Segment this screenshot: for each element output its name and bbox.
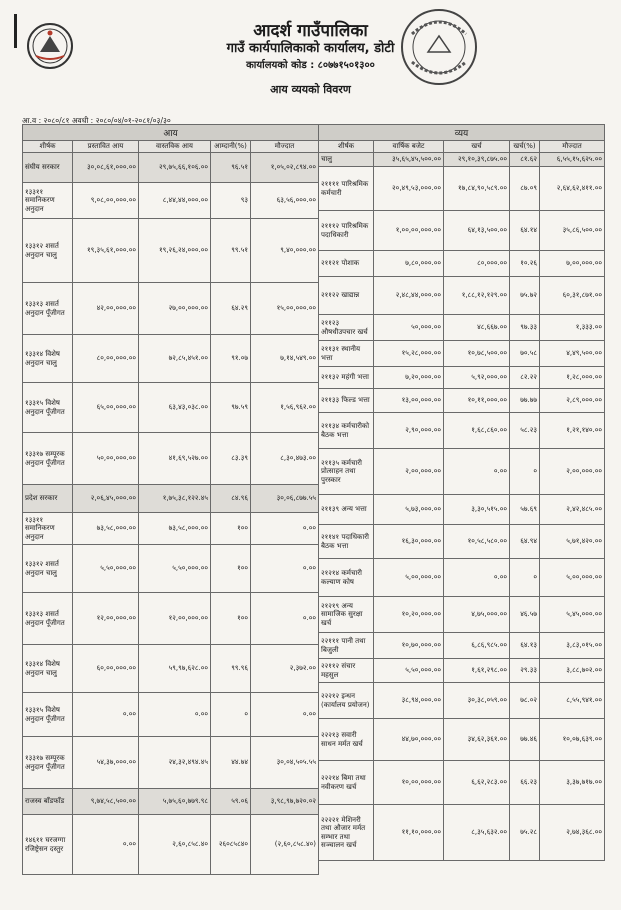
expense-cell-spent: १,६१,२९८.००	[444, 659, 510, 683]
expense-row	[319, 659, 605, 683]
expense-row	[319, 251, 605, 277]
income-cell-balance: ६३,५६,०००.००	[251, 183, 319, 219]
expense-cell-budget: १,००,००,०००.००	[374, 211, 444, 251]
expense-cell-balance: १,२८,०००.००	[540, 367, 605, 389]
expense-cell-balance: ६,५५,१५,६२५.००	[540, 153, 605, 167]
expense-cell-title: २२१११ पानी तथा बिजुली	[319, 633, 374, 659]
expense-cell-title: २११३५ कर्मचारी प्रोत्साहन तथा पुरस्कार	[319, 449, 374, 495]
expense-cell-pct: ९७.३३	[510, 315, 540, 341]
expense-cell-budget: १०,७०,०००.००	[374, 633, 444, 659]
expense-cell-budget: ११,१०,०००.००	[374, 805, 444, 861]
income-cell-pct: ८४.९६	[211, 485, 251, 513]
expense-cell-pct: ६६.२३	[510, 761, 540, 805]
expense-cell-title: २१२१९ अन्य सामाजिक सुरक्षा खर्च	[319, 597, 374, 633]
expense-row	[319, 559, 605, 597]
income-cell-balance: १५,००,०००.००	[251, 283, 319, 335]
income-cell-pct: ९९.५१	[211, 219, 251, 283]
income-cell-proposed: ०.००	[73, 815, 139, 875]
income-cell-title: १४६११ घरजग्गा रजिष्ट्रेसन दस्तुर	[23, 815, 73, 875]
income-cell-actual: ७२,८५,४५१.००	[139, 335, 211, 383]
expense-cell-balance: ७,००,०००.००	[540, 251, 605, 277]
expense-cell-pct: ७८.०२	[510, 683, 540, 719]
expense-row	[319, 413, 605, 449]
expense-cell-spent: १७,८४,९०,५८९.००	[444, 167, 510, 211]
expense-cell-balance: ५,४५,०००.००	[540, 597, 605, 633]
expense-cell-budget: २,९०,०००.००	[374, 413, 444, 449]
income-cell-pct: १००	[211, 513, 251, 545]
expense-row	[319, 341, 605, 367]
expense-cell-title: २११२१ पोशाक	[319, 251, 374, 277]
expense-cell-pct: ६४.१४	[510, 211, 540, 251]
income-cell-actual: ५,५०,०००.००	[139, 545, 211, 593]
expense-row	[319, 805, 605, 861]
income-cell-proposed: ६५,००,०००.००	[73, 383, 139, 433]
expense-cell-title: २११२३ औषधीउपचार खर्च	[319, 315, 374, 341]
expense-cell-balance: ५,७१,४२०.००	[540, 525, 605, 559]
income-col-header-3: आम्दानी(%)	[211, 141, 251, 153]
expense-cell-spent: ०.००	[444, 559, 510, 597]
expense-cell-budget: ५,००,०००.००	[374, 559, 444, 597]
income-col-header-2: वास्तविक आय	[139, 141, 211, 153]
expense-cell-pct: ५८.२३	[510, 413, 540, 449]
expense-cell-title: २२२१२ इन्धन (कार्यालय प्रयोजन)	[319, 683, 374, 719]
expense-cell-pct: ७५.२८	[510, 805, 540, 861]
expense-cell-balance: ३,३७,७१७.००	[540, 761, 605, 805]
expense-cell-balance: ३,८३,०१५.००	[540, 633, 605, 659]
income-row	[23, 183, 319, 219]
income-cell-actual: ७३,५८,०००.००	[139, 513, 211, 545]
expense-cell-budget: २,००,०००.००	[374, 449, 444, 495]
expense-cell-balance: २,७४,३६८.००	[540, 805, 605, 861]
income-cell-proposed: ९,०८,००,०००.००	[73, 183, 139, 219]
expense-cell-title: २२२२१ मेशिनरी तथा औजार मर्मत सम्भार तथा सञ्चालन खर्च	[319, 805, 374, 861]
income-cell-balance: ०.००	[251, 693, 319, 737]
income-cell-title: १३३१४ विशेष अनुदान चालु	[23, 645, 73, 693]
expense-cell-spent: ५,९२,०००.००	[444, 367, 510, 389]
expense-cell-title: २११३४ कर्मचारीको बैठक भत्ता	[319, 413, 374, 449]
income-cell-balance: २,३७२.००	[251, 645, 319, 693]
expense-cell-budget: ५,७३,०००.००	[374, 495, 444, 525]
expense-cell-budget: १५,२८,०००.००	[374, 341, 444, 367]
income-cell-title: १३३१४ विशेष अनुदान चालु	[23, 335, 73, 383]
income-cell-balance: १,५६,९६२.००	[251, 383, 319, 433]
expense-cell-balance: २,८९,०००.००	[540, 389, 605, 413]
income-cell-actual: १९,२६,२४,०००.००	[139, 219, 211, 283]
income-cell-pct: ९१.०७	[211, 335, 251, 383]
income-row	[23, 219, 319, 283]
income-cell-balance: ३,९८,९७,७२०.०२	[251, 789, 319, 815]
expense-row	[319, 719, 605, 761]
income-cell-pct: ८३.३९	[211, 433, 251, 485]
income-cell-actual: ४१,६९,५२७.००	[139, 433, 211, 485]
income-col-header-4: मौज्दात	[251, 141, 319, 153]
income-row	[23, 545, 319, 593]
income-row	[23, 383, 319, 433]
income-cell-title: १३३१२ शसर्त अनुदान चालु	[23, 219, 73, 283]
expense-cell-spent: ६४,१३,५००.००	[444, 211, 510, 251]
income-cell-actual: १२,००,०००.००	[139, 593, 211, 645]
expense-cell-spent: १,६८,८६०.००	[444, 413, 510, 449]
expense-cell-spent: ३४,६२,३६१.००	[444, 719, 510, 761]
income-row	[23, 645, 319, 693]
income-cell-proposed: २,०६,४५,०००.००	[73, 485, 139, 513]
income-cell-balance: ०.००	[251, 593, 319, 645]
expense-cell-pct: ६४.९४	[510, 525, 540, 559]
expense-cell-spent: १,८८,१२,१२९.००	[444, 277, 510, 315]
expense-cell-budget: १०,००,०००.००	[374, 761, 444, 805]
expense-cell-spent: ८,३५,६३२.००	[444, 805, 510, 861]
income-cell-pct: ९९.९६	[211, 645, 251, 693]
income-cell-proposed: ५०,००,०००.००	[73, 433, 139, 485]
income-cell-proposed: ३०,०८,६१,०००.००	[73, 153, 139, 183]
income-cell-title: १३३१७ सम्पूरक अनुदान पूँजीगत	[23, 737, 73, 789]
expense-cell-pct: २९.३३	[510, 659, 540, 683]
income-cell-proposed: ८०,००,०००.००	[73, 335, 139, 383]
income-cell-proposed: ४२,००,०००.००	[73, 283, 139, 335]
expense-row	[319, 761, 605, 805]
income-column-headers	[23, 141, 319, 153]
income-row	[23, 593, 319, 645]
expense-cell-spent: ८०,०००.००	[444, 251, 510, 277]
income-row	[23, 283, 319, 335]
expense-cell-budget: २,४८,४४,०००.००	[374, 277, 444, 315]
income-cell-proposed: ९,७४,५८,५००.००	[73, 789, 139, 815]
income-cell-title: १३३१५ विशेष अनुदान पूँजीगत	[23, 693, 73, 737]
expense-cell-budget: १०,२०,०००.००	[374, 597, 444, 633]
income-cell-title: १३३१५ विशेष अनुदान पूँजीगत	[23, 383, 73, 433]
expense-cell-title: २११११ पारिश्रमिक कर्मचारी	[319, 167, 374, 211]
expense-cell-budget: ३८,९४,०००.००	[374, 683, 444, 719]
expense-row	[319, 153, 605, 167]
report-title: आय व्ययको विवरण	[270, 83, 351, 96]
expense-cell-title: २२२१४ बिमा तथा नवीकरण खर्च	[319, 761, 374, 805]
expense-cell-balance: ५,००,०००.००	[540, 559, 605, 597]
income-row	[23, 815, 319, 875]
expense-cell-title: २२२१३ सवारी साधन मर्मत खर्च	[319, 719, 374, 761]
income-cell-proposed: ७३,५८,०००.००	[73, 513, 139, 545]
expense-row	[319, 367, 605, 389]
income-cell-pct: ५९.०६	[211, 789, 251, 815]
expense-row	[319, 597, 605, 633]
income-cell-balance: ७,१४,५४९.००	[251, 335, 319, 383]
income-cell-actual: २९,७५,६६,१०६.००	[139, 153, 211, 183]
expense-cell-pct: ८२.२२	[510, 367, 540, 389]
income-table	[22, 124, 319, 875]
income-cell-pct: ९६.५१	[211, 153, 251, 183]
expense-cell-pct: ८१.६२	[510, 153, 540, 167]
expense-cell-budget: १६,३०,०००.००	[374, 525, 444, 559]
income-cell-balance: ०.००	[251, 513, 319, 545]
expense-cell-spent: १०,५८,५८०.००	[444, 525, 510, 559]
income-cell-balance: ३०,०४,५०५.५५	[251, 737, 319, 789]
expense-column-headers	[319, 141, 605, 153]
income-cell-title: १३३११ समानिकरण अनुदान	[23, 513, 73, 545]
office-name: गाउँ कार्यपालिकाको कार्यालय, डोटी	[226, 41, 395, 56]
expense-row	[319, 167, 605, 211]
income-cell-actual: ६३,४३,०३८.००	[139, 383, 211, 433]
income-cell-actual: ५९,९७,६२८.००	[139, 645, 211, 693]
income-cell-pct: १००	[211, 593, 251, 645]
income-cell-balance: (२,६०,८५८.४०)	[251, 815, 319, 875]
income-cell-pct: ९३	[211, 183, 251, 219]
expense-cell-pct: ७७.७७	[510, 389, 540, 413]
expense-cell-budget: ४४,७०,०००.००	[374, 719, 444, 761]
income-cell-balance: १,०५,०२,८९४.००	[251, 153, 319, 183]
income-cell-title: राजस्व बाँडफाँड	[23, 789, 73, 815]
expense-cell-budget: ५,५०,०००.००	[374, 659, 444, 683]
expense-cell-budget: ३५,६५,४५,५००.००	[374, 153, 444, 167]
expense-cell-spent: २९,१०,३९,८७५.००	[444, 153, 510, 167]
expense-cell-balance: १,३३३.००	[540, 315, 605, 341]
income-cell-proposed: १९,३५,६१,०००.००	[73, 219, 139, 283]
income-row	[23, 335, 319, 383]
expense-cell-title: २११३३ फिल्ड भत्ता	[319, 389, 374, 413]
income-cell-title: १३३१२ शसर्त अनुदान चालु	[23, 545, 73, 593]
income-row	[23, 737, 319, 789]
expense-cell-pct: ८७.०९	[510, 167, 540, 211]
expense-cell-spent: ३,३०,५१५.००	[444, 495, 510, 525]
income-cell-title: १३३१३ शसर्त अनुदान पूँजीगत	[23, 593, 73, 645]
office-seal-stamp	[398, 6, 480, 88]
income-cell-title: १३३११ समानिकरण अनुदान	[23, 183, 73, 219]
income-cell-pct: ०	[211, 693, 251, 737]
expense-cell-balance: ४,४९,५००.००	[540, 341, 605, 367]
income-col-header-1: प्रस्तावित आय	[73, 141, 139, 153]
income-cell-balance: ९,४०,०००.००	[251, 219, 319, 283]
expense-cell-balance: ८,५५,९४१.००	[540, 683, 605, 719]
income-cell-actual: ५,७५,६०,७७९.९८	[139, 789, 211, 815]
income-cell-title: १३३१३ शसर्त अनुदान पूँजीगत	[23, 283, 73, 335]
expense-cell-title: २१११२ पारिश्रमिक पदाधिकारी	[319, 211, 374, 251]
expense-cell-title: २११३२ महंगी भत्ता	[319, 367, 374, 389]
expense-row	[319, 633, 605, 659]
expense-cell-pct: ६४.१३	[510, 633, 540, 659]
expense-cell-pct: ५७.६९	[510, 495, 540, 525]
expense-cell-balance: २,००,०००.००	[540, 449, 605, 495]
income-row	[23, 153, 319, 183]
income-cell-proposed: ५,५०,०००.००	[73, 545, 139, 593]
income-cell-actual: २७,००,०००.००	[139, 283, 211, 335]
expense-row	[319, 525, 605, 559]
expense-cell-balance: १,२१,१४०.००	[540, 413, 605, 449]
expense-row	[319, 211, 605, 251]
income-cell-pct: १००	[211, 545, 251, 593]
income-row	[23, 513, 319, 545]
expense-col-header-4: मौज्दात	[540, 141, 605, 153]
expense-cell-pct: ०	[510, 559, 540, 597]
expense-cell-title: २११३१ स्थानीय भत्ता	[319, 341, 374, 367]
income-group-header: आय	[23, 125, 319, 141]
income-cell-pct: ६४.२९	[211, 283, 251, 335]
expense-col-header-3: खर्च(%)	[510, 141, 540, 153]
income-cell-actual: २४,३२,४९४.४५	[139, 737, 211, 789]
income-cell-balance: ८,३०,४७३.००	[251, 433, 319, 485]
expense-cell-balance: ६०,३१,८७१.००	[540, 277, 605, 315]
income-cell-proposed: ५४,३७,०००.००	[73, 737, 139, 789]
expense-cell-title: चालु	[319, 153, 374, 167]
expense-cell-balance: २,४२,४८५.००	[540, 495, 605, 525]
expense-cell-pct: ७५.७२	[510, 277, 540, 315]
income-row	[23, 485, 319, 513]
expense-cell-balance: ३५,८६,५००.००	[540, 211, 605, 251]
income-cell-actual: १,७५,३८,१२२.४५	[139, 485, 211, 513]
income-row	[23, 433, 319, 485]
expense-cell-spent: ०.००	[444, 449, 510, 495]
income-cell-pct: २६०८५८४०	[211, 815, 251, 875]
income-cell-balance: ३०,०६,८७७.५५	[251, 485, 319, 513]
expense-group-header: व्यय	[319, 125, 605, 141]
income-row	[23, 789, 319, 815]
expense-row	[319, 389, 605, 413]
expense-cell-title: २११२२ खाद्यान्न	[319, 277, 374, 315]
expense-cell-budget: ७,८०,०००.००	[374, 251, 444, 277]
income-cell-pct: ४४.७४	[211, 737, 251, 789]
expense-cell-spent: ४८,६६७.००	[444, 315, 510, 341]
expense-cell-balance: ३,८८,७०२.००	[540, 659, 605, 683]
expense-cell-title: २१२१४ कर्मचारी कल्याण कोष	[319, 559, 374, 597]
office-code: कार्यालयको कोड : ८०७७१५०१३००	[246, 60, 375, 71]
expense-row	[319, 683, 605, 719]
income-cell-proposed: १२,००,०००.००	[73, 593, 139, 645]
expense-cell-pct: ०	[510, 449, 540, 495]
municipality-title: आदर्श गाउँपालिका	[253, 21, 368, 41]
expense-cell-balance: २,६४,६२,४११.००	[540, 167, 605, 211]
expense-cell-balance: १०,०७,६३९.००	[540, 719, 605, 761]
expense-cell-spent: १०,७८,५००.००	[444, 341, 510, 367]
income-cell-actual: २,६०,८५८.४०	[139, 815, 211, 875]
income-col-header-0: शीर्षक	[23, 141, 73, 153]
income-cell-actual: ०.००	[139, 693, 211, 737]
expense-cell-spent: १०,११,०००.००	[444, 389, 510, 413]
income-cell-pct: ९७.५९	[211, 383, 251, 433]
expense-table	[318, 124, 605, 861]
income-cell-title: संघीय सरकार	[23, 153, 73, 183]
expense-cell-budget: ५०,०००.००	[374, 315, 444, 341]
income-cell-proposed: ०.००	[73, 693, 139, 737]
income-cell-balance: ०.००	[251, 545, 319, 593]
expense-cell-spent: ६,८६,९८५.००	[444, 633, 510, 659]
expense-cell-pct: ७७.४६	[510, 719, 540, 761]
expense-col-header-2: खर्च	[444, 141, 510, 153]
expense-cell-spent: ४,७५,०००.००	[444, 597, 510, 633]
income-row	[23, 693, 319, 737]
income-cell-title: प्रदेश सरकार	[23, 485, 73, 513]
expense-cell-spent: ६,६२,२८३.००	[444, 761, 510, 805]
expense-row	[319, 449, 605, 495]
expense-cell-budget: १३,००,०००.००	[374, 389, 444, 413]
income-cell-proposed: ६०,००,०००.००	[73, 645, 139, 693]
expense-cell-budget: २०,४९,५३,०००.००	[374, 167, 444, 211]
expense-cell-title: २११३९ अन्य भत्ता	[319, 495, 374, 525]
expense-col-header-0: शीर्षक	[319, 141, 374, 153]
expense-cell-spent: ३०,३८,०५९.००	[444, 683, 510, 719]
expense-cell-budget: ७,२०,०००.००	[374, 367, 444, 389]
expense-col-header-1: वार्षिक बजेट	[374, 141, 444, 153]
expense-cell-pct: ७०.५८	[510, 341, 540, 367]
expense-cell-pct: १०.२६	[510, 251, 540, 277]
expense-cell-title: २११४१ पदाधिकारी बैठक भत्ता	[319, 525, 374, 559]
fiscal-period: आ.व : २०८०/८१ अवधी : २०८०/०४/०१-२०८१/०३/३०	[22, 116, 171, 125]
income-cell-actual: ८,४४,४४,०००.००	[139, 183, 211, 219]
income-cell-title: १३३१७ सम्पूरक अनुदान पूँजीगत	[23, 433, 73, 485]
expense-row	[319, 277, 605, 315]
expense-row	[319, 315, 605, 341]
expense-cell-title: २२११२ संचार महसुल	[319, 659, 374, 683]
expense-cell-pct: ४६.५७	[510, 597, 540, 633]
expense-row	[319, 495, 605, 525]
